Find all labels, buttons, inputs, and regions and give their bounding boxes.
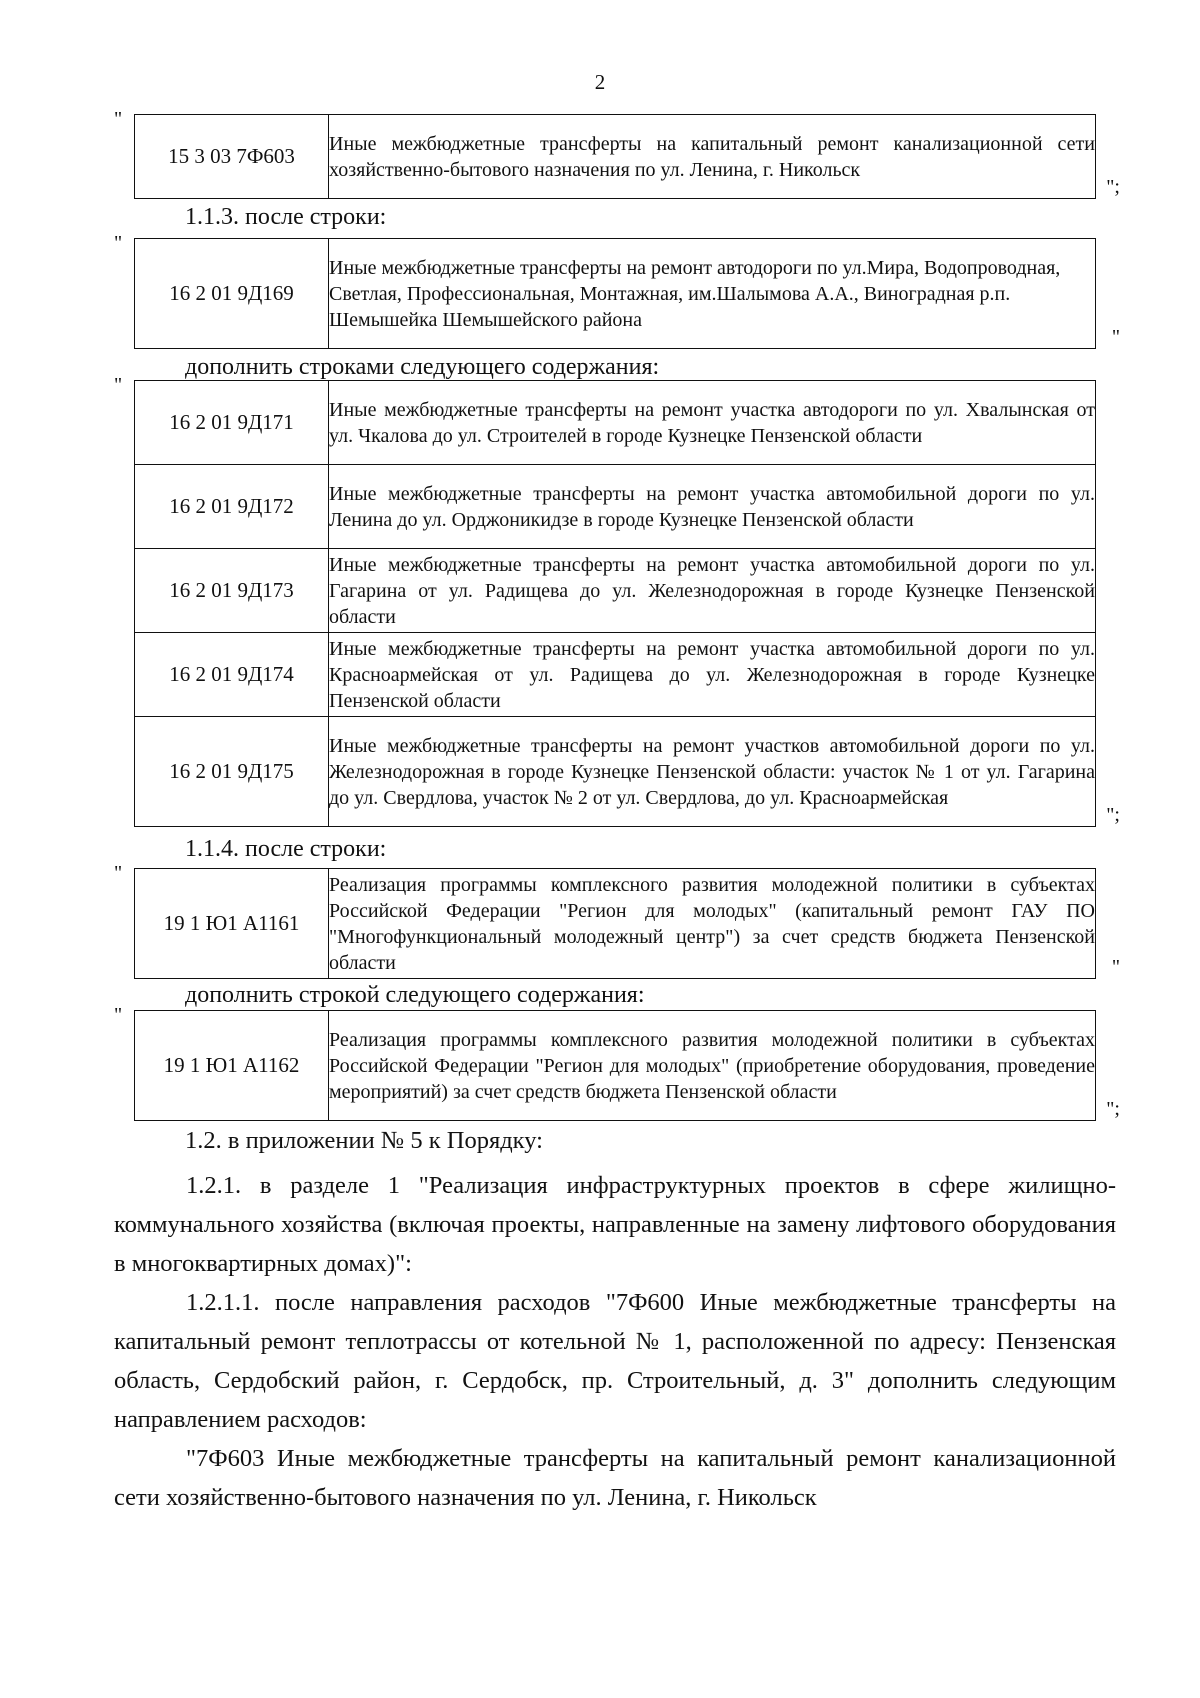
page-number: 2 [594, 70, 606, 94]
row-code: 16 2 01 9Д174 [135, 633, 329, 717]
row-description: Иные межбюджетные трансферты на ремонт участка автодороги по ул. Хвалынская от ул. Чкалова до ул. Строителей в городе Кузнецке Пензенской области [329, 381, 1096, 465]
table-row [135, 549, 1096, 633]
row-description: Иные межбюджетные трансферты на капитальный ремонт канализационной сети хозяйственно-бытового назначения по ул. Ленина, г. Никольск [329, 115, 1096, 199]
row-code: 19 1 Ю1 А1161 [135, 869, 329, 979]
item-1-2: 1.2. в приложении № 5 к Порядку: [185, 1127, 543, 1154]
item-1-1-4: 1.1.4. после строки: [185, 836, 387, 862]
table-row [135, 869, 1096, 979]
quote-open: " [114, 374, 123, 396]
row-description: Реализация программы комплексного развития молодежной политики в субъектах Российской Федерации "Регион для молодых" (капитальный ремонт ГАУ ПО "Многофункциональный молодежный центр") за счет средств бюджета Пензенской области [329, 869, 1096, 979]
quote-open: " [114, 108, 123, 130]
row-code: 19 1 Ю1 А1162 [135, 1011, 329, 1121]
table-row [135, 717, 1096, 827]
quote-open: " [114, 1004, 123, 1026]
item-1-1-3: 1.1.3. после строки: [185, 204, 387, 230]
table-block-5 [114, 1004, 1120, 1121]
table-row [135, 381, 1096, 465]
table-row [135, 115, 1096, 199]
quote-open: " [114, 862, 123, 884]
row-description: Иные межбюджетные трансферты на ремонт участка автомобильной дороги по ул. Ленина до ул. Орджоникидзе в городе Кузнецке Пензенской области [329, 465, 1096, 549]
quote-open: " [114, 232, 123, 254]
row-code: 16 2 01 9Д169 [135, 239, 329, 349]
row-description: Иные межбюджетные трансферты на ремонт участка автомобильной дороги по ул. Красноармейская от ул. Радищева до ул. Железнодорожная в городе Кузнецке Пензенской области [329, 633, 1096, 717]
add-rows-line: дополнить строками следующего содержания: [185, 354, 660, 380]
budget-table [134, 238, 1096, 349]
row-code: 16 2 01 9Д175 [135, 717, 329, 827]
row-code: 15 3 03 7Ф603 [135, 115, 329, 199]
table-block-2 [114, 232, 1120, 349]
budget-table [134, 380, 1096, 827]
quote-close: " [1111, 956, 1120, 978]
row-description: Реализация программы комплексного развития молодежной политики в субъектах Российской Федерации "Регион для молодых" (приобретение оборудования, проведение мероприятий) за счет средств бюджета Пензенской области [329, 1011, 1096, 1121]
table-block-1 [114, 108, 1120, 199]
quote-close: "; [1106, 804, 1120, 826]
row-code: 16 2 01 9Д171 [135, 381, 329, 465]
budget-table [134, 868, 1096, 979]
paragraph-1-2-1-1: 1.2.1.1. после направления расходов "7Ф600 Иные межбюджетные трансферты на капитальный ремонт теплотрассы от котельной № 1, расположенной по адресу: Пензенская область, Сердобский район, г. Сердобск, пр. Строительный, д. 3" дополнить следующим направлением расходов: [114, 1289, 1116, 1433]
table-block-4 [114, 862, 1120, 979]
budget-table [134, 114, 1096, 199]
table-row [135, 465, 1096, 549]
quote-close: " [1111, 326, 1120, 348]
table-row [135, 633, 1096, 717]
budget-table [134, 1010, 1096, 1121]
row-code: 16 2 01 9Д173 [135, 549, 329, 633]
paragraph-1-2-1: 1.2.1. в разделе 1 "Реализация инфраструктурных проектов в сфере жилищно-коммунального хозяйства (включая проекты, направленные на замену лифтового оборудования в многоквартирных домах)": [114, 1172, 1116, 1277]
table-row [135, 239, 1096, 349]
quote-close: "; [1106, 176, 1120, 198]
table-row [135, 1011, 1096, 1121]
row-code: 16 2 01 9Д172 [135, 465, 329, 549]
row-description: Иные межбюджетные трансферты на ремонт автодороги по ул.Мира, Водопроводная, Светлая, Профессиональная, Монтажная, им.Шалымова А.А., Виноградная р.п. Шемышейка Шемышейского района [329, 239, 1096, 349]
quote-close: "; [1106, 1098, 1120, 1120]
paragraph-quote: "7Ф603 Иные межбюджетные трансферты на капитальный ремонт канализационной сети хозяйственно-бытового назначения по ул. Ленина, г. Никольск [114, 1445, 1116, 1511]
row-description: Иные межбюджетные трансферты на ремонт участков автомобильной дороги по ул. Железнодорожная в городе Кузнецке Пензенской области: участок № 1 от ул. Гагарина до ул. Свердлова, участок № 2 от ул. Свердлова, до ул. Красноармейская [329, 717, 1096, 827]
table-block-3 [114, 374, 1120, 827]
add-row-line: дополнить строкой следующего содержания: [185, 982, 645, 1008]
row-description: Иные межбюджетные трансферты на ремонт участка автомобильной дороги по ул. Гагарина от ул. Радищева до ул. Железнодорожная в городе Кузнецке Пензенской области [329, 549, 1096, 633]
